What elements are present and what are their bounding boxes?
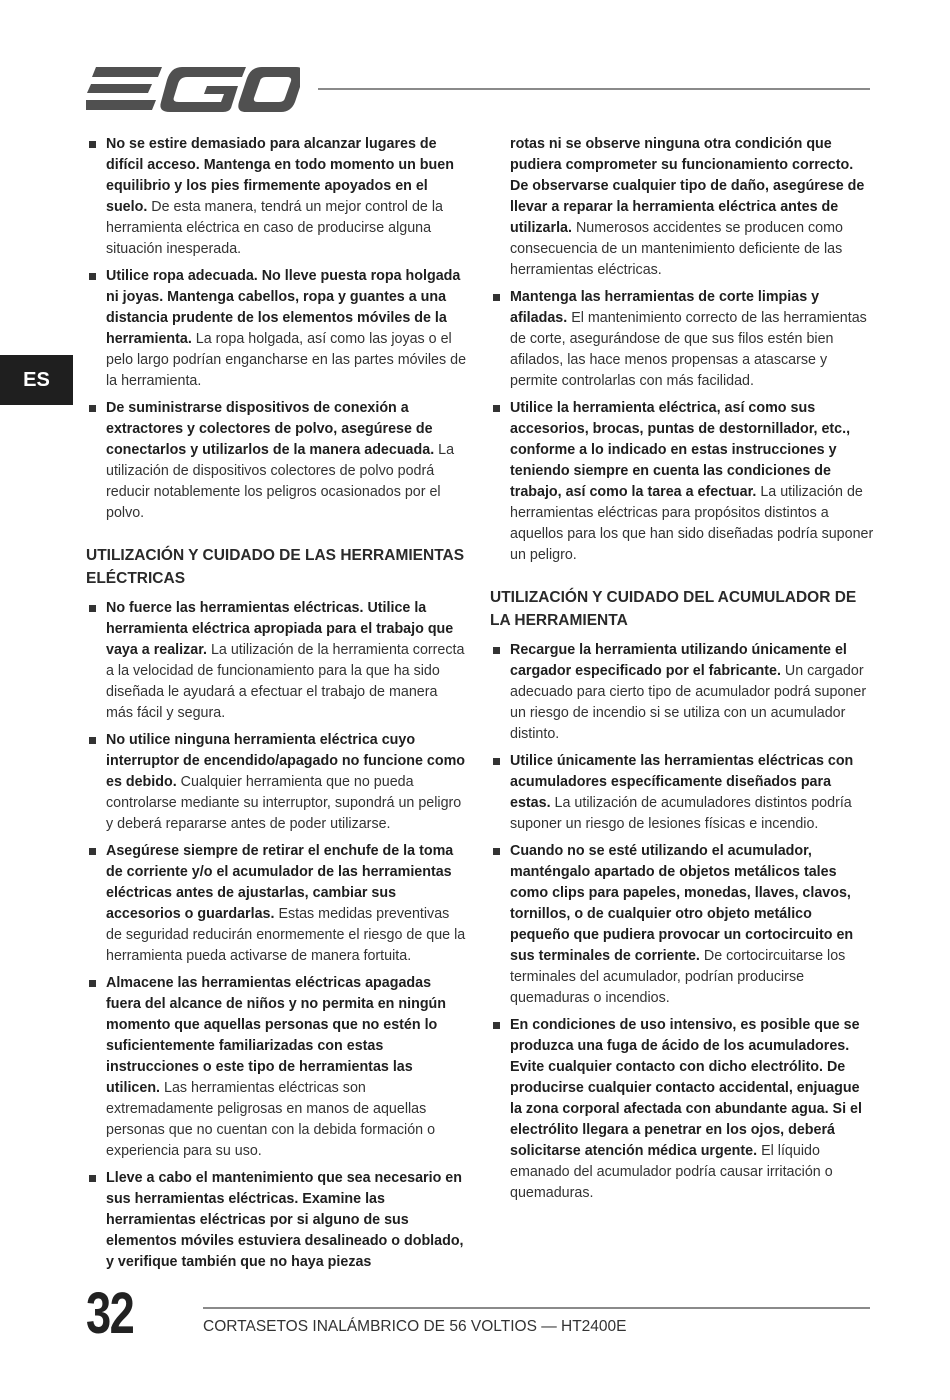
item-bold-text: Recargue la herramienta utilizando únicamente el cargador especificado por el fabricante.: [510, 642, 847, 679]
bullet-square-icon: [89, 405, 96, 412]
bullet-square-icon: [493, 647, 500, 654]
item-text: La utilización de dispositivos colectores de polvo podrá reducir notablemente los peligros ocasionados por el polvo.: [106, 442, 455, 521]
list-item: [490, 398, 875, 566]
list-item: [86, 398, 468, 524]
item-bold-text: Asegúrese siempre de retirar el enchufe de la toma de corriente y/o el acumulador de las herramientas eléctricas antes de ajustarlas, cambiar sus accesorios o guardarlas.: [106, 843, 454, 922]
ego-logo: [86, 64, 300, 114]
item-text: La utilización de la herramienta correcta a la velocidad de funcionamiento para la que ha sido diseñada le ayudará a efectuar el trabajo de manera más fácil y segura.: [106, 642, 465, 721]
bullet-square-icon: [493, 294, 500, 301]
section-title: UTILIZACIÓN Y CUIDADO DEL ACUMULADOR DE LA HERRAMIENTA: [490, 589, 857, 629]
item-text: El líquido emanado del acumulador podría causar irritación o quemaduras.: [510, 1143, 833, 1201]
bullet-square-icon: [89, 605, 96, 612]
item-text: De esta manera, tendrá un mejor control de la herramienta eléctrica en caso de producirse alguna situación inesperada.: [106, 199, 443, 257]
item-text: Un cargador adecuado para cierto tipo de acumulador podrá suponer un riesgo de incendio si se utiliza con un acumulador distinto.: [510, 663, 867, 742]
item-bold-text: Cuando no se esté utilizando el acumulador, manténgalo apartado de objetos metálicos tales como clips para papeles, monedas, llaves, clavos, tornillos, o de cualquier otro objeto metálico pequeño que pudiera provocar un cortocircuito en sus terminales de corriente.: [510, 843, 854, 964]
item-text: El mantenimiento correcto de las herramientas de corte, asegurándose de que sus filos estén bien afilados, las hace menos propensas a atascarse y permite controlarlas con más facilidad.: [510, 310, 867, 389]
list-item: [86, 266, 468, 392]
bullet-square-icon: [89, 848, 96, 855]
list-item: [86, 973, 468, 1162]
item-text: De cortocircuitarse los terminales del acumulador, podrían producirse quemaduras o incendios.: [510, 948, 846, 1006]
item-bold-text: Almacene las herramientas eléctricas apagadas fuera del alcance de niños y no permita en ningún momento que aquellas personas que no estén lo suficientemente familiarizadas con estas instrucciones o este tipo de herramientas las utilicen.: [106, 975, 447, 1096]
language-tab: ES: [0, 355, 73, 405]
bullet-square-icon: [493, 1022, 500, 1029]
item-text: Cualquier herramienta que no pueda controlarse mediante su interruptor, supondrá un peligro y deberá repararse antes de poder utilizarse.: [106, 774, 462, 832]
ego-logo-graphic: [86, 64, 300, 114]
item-bold-text: Mantenga las herramientas de corte limpias y afiladas.: [510, 289, 820, 326]
section-title: UTILIZACIÓN Y CUIDADO DE LAS HERRAMIENTAS ELÉCTRICAS: [86, 547, 465, 587]
item-bold-text: No fuerce las herramientas eléctricas. Utilice la herramienta eléctrica apropiada para el trabajo que vaya a realizar.: [106, 600, 454, 658]
bullet-square-icon: [89, 1175, 96, 1182]
item-bold-text: No se estire demasiado para alcanzar lugares de difícil acceso. Mantenga en todo momento un buen equilibrio y los pies firmemente apoyados en el suelo.: [106, 136, 454, 215]
footer-rule: [203, 1307, 870, 1309]
bullet-square-icon: [89, 737, 96, 744]
list-item: [86, 1168, 468, 1273]
right-column: [490, 134, 875, 1210]
item-text: Las herramientas eléctricas son extremadamente peligrosas en manos de aquellas personas que no cuentan con la debida formación o experiencia para su uso.: [106, 1080, 436, 1159]
list-item: [86, 134, 468, 260]
item-bold-text: Utilice ropa adecuada. No lleve puesta ropa holgada ni joyas. Mantenga cabellos, ropa y guantes a una distancia prudente de los elementos móviles de la herramienta.: [106, 268, 461, 347]
list-item: [86, 598, 468, 724]
bullet-square-icon: [493, 758, 500, 765]
item-text: Estas medidas preventivas de seguridad reducirán enormemente el riesgo de que la herramienta pueda activarse de manera fortuita.: [106, 906, 466, 964]
item-text: La utilización de acumuladores distintos podría suponer un riesgo de lesiones físicas e incendio.: [510, 795, 852, 832]
list-item: [86, 730, 468, 835]
bullet-square-icon: [89, 980, 96, 987]
bullet-square-icon: [493, 405, 500, 412]
item-bold-text: No utilice ninguna herramienta eléctrica cuyo interruptor de encendido/apagado no funcione como es debido.: [106, 732, 466, 790]
item-bold-text: En condiciones de uso intensivo, es posible que se produzca una fuga de ácido de los acumuladores. Evite cualquier contacto con dicho electrólito. De producirse cualquier contacto accidental, enjuague la zona corporal afectada con abundante agua. Si el electrólito llegara a penetrar en los ojos, deberá solicitarse atención médica urgente.: [510, 1017, 862, 1159]
list-item: [86, 841, 468, 967]
item-bold-text: Lleve a cabo el mantenimiento que sea necesario en sus herramientas eléctricas. Examine las herramientas eléctricas por si alguno de sus elementos móviles estuviera desalineado o doblado, y verifique también que no haya piezas: [106, 1170, 464, 1270]
list-item: [490, 1015, 875, 1204]
item-bold-text: Utilice la herramienta eléctrica, así como sus accesorios, brocas, puntas de destornillador, etc., conforme a lo indicado en estas instrucciones y teniendo siempre en cuenta las condiciones de trabajo, así como la tarea a efectuar.: [510, 400, 851, 500]
bullet-square-icon: [493, 848, 500, 855]
list-item: [490, 640, 875, 745]
bullet-square-icon: [89, 273, 96, 280]
list-item: [490, 287, 875, 392]
page-number: 32: [86, 1281, 134, 1346]
item-text: La ropa holgada, así como las joyas o el pelo largo podrían engancharse en las partes móviles de la herramienta.: [106, 331, 467, 389]
list-item: [490, 841, 875, 1009]
bullet-square-icon: [89, 141, 96, 148]
item-text: La utilización de herramientas eléctricas para propósitos distintos a aquellos para los que han sido diseñadas podría suponer un peligro.: [510, 484, 874, 563]
header-rule: [318, 88, 870, 90]
list-item-continuation: [490, 134, 875, 281]
item-bold-text: rotas ni se observe ninguna otra condición que pudiera comprometer su funcionamiento correcto. De observarse cualquier tipo de daño, asegúrese de llevar a reparar la herramienta eléctrica antes de utilizarla.: [510, 136, 865, 236]
footer-title: CORTASETOS INALÁMBRICO DE 56 VOLTIOS — HT2400E: [203, 1318, 627, 1335]
item-bold-text: Utilice únicamente las herramientas eléctricas con acumuladores específicamente diseñados para estas.: [510, 753, 854, 811]
item-text: Numerosos accidentes se producen como consecuencia de un mantenimiento deficiente de las herramientas eléctricas.: [510, 220, 843, 278]
left-column: [86, 134, 468, 1279]
item-bold-text: De suministrarse dispositivos de conexión a extractores y colectores de polvo, asegúrese de conectarlos y utilizarlos de la manera adecuada.: [106, 400, 435, 458]
list-item: [490, 751, 875, 835]
